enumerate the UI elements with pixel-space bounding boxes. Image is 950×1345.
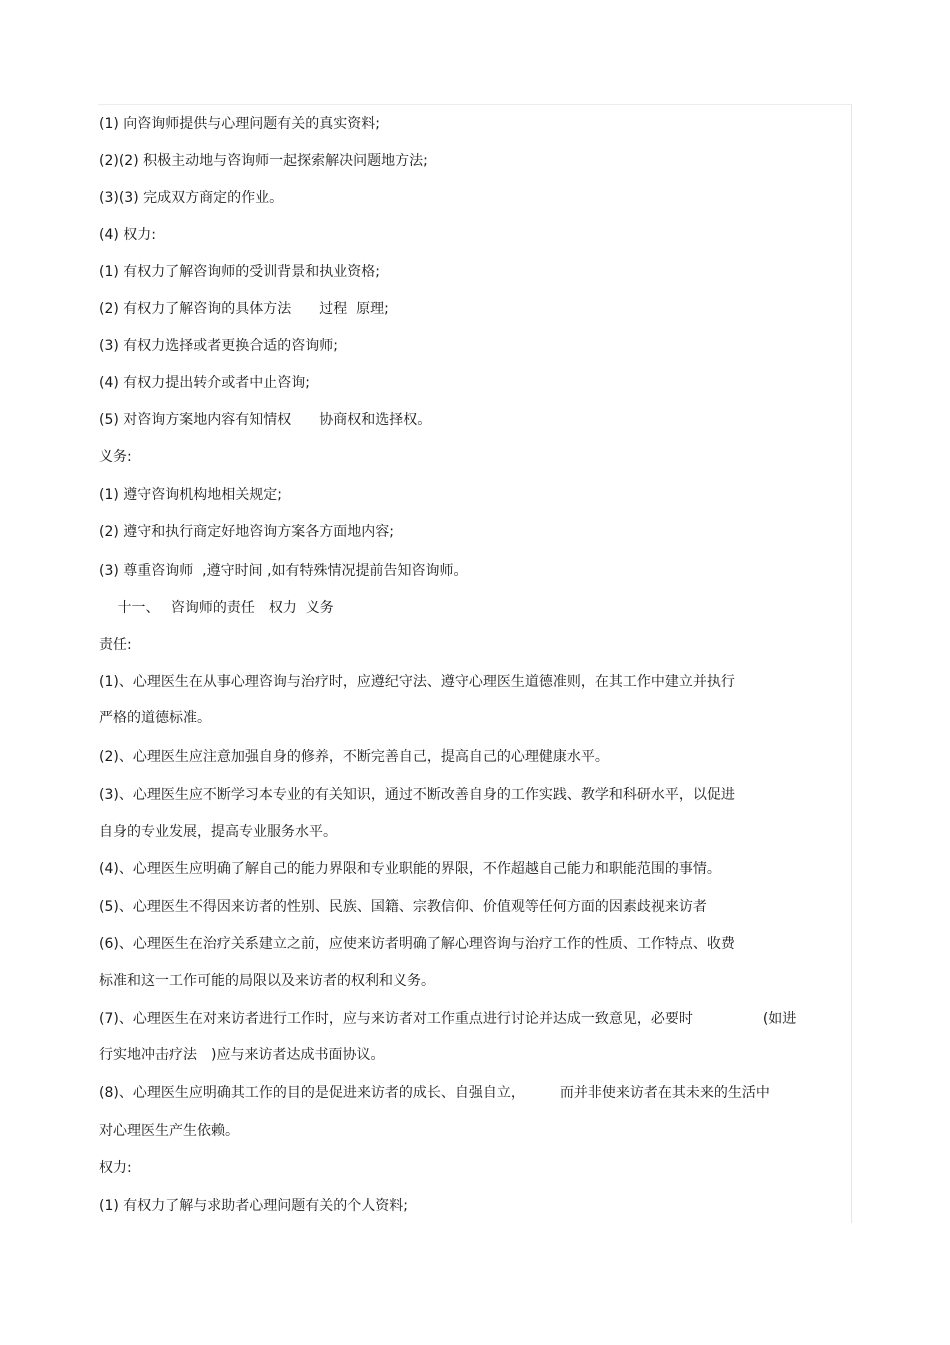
text-line: 标准和这一工作可能的局限以及来访者的权利和义务。 [99,973,435,989]
text-line: 严格的道德标准。 [99,710,211,726]
text-line: (3)、心理医生应不断学习本专业的有关知识，通过不断改善自身的工作实践、教学和科研水平，以促进 [99,787,735,803]
text-line: (7)、心理医生在对来访者进行工作时，应与来访者对工作重点进行讨论并达成一致意见，必要时 (如进 [99,1011,797,1027]
text-line: (2)、心理医生应注意加强自身的修养，不断完善自己，提高自己的心理健康水平。 [99,749,609,765]
text-line: (2) 有权力了解咨询的具体方法 过程 原理; [99,301,389,317]
text-line: 对心理医生产生依赖。 [99,1123,239,1139]
text-line: (3) 尊重咨询师 ,遵守时间 ,如有特殊情况提前告知咨询师。 [99,563,468,579]
text-line: (2) 遵守和执行商定好地咨询方案各方面地内容; [99,524,394,540]
text-line: (3)(3) 完成双方商定的作业。 [99,190,284,206]
text-line: (3) 有权力选择或者更换合适的咨询师; [99,338,338,354]
text-line: (2)(2) 积极主动地与咨询师一起探索解决问题地方法; [99,153,428,169]
text-line: (8)、心理医生应明确其工作的目的是促进来访者的成长、自强自立， 而并非使来访者在其未来的生活中 [99,1085,770,1101]
text-line: (4) 有权力提出转介或者中止咨询; [99,375,310,391]
section-heading: 责任: [99,637,132,653]
text-line: (4)、心理医生应明确了解自己的能力界限和专业职能的界限，不作超越自己能力和职能范围的事情。 [99,861,721,877]
text-line: (5)、心理医生不得因来访者的性别、民族、国籍、宗教信仰、价值观等任何方面的因素歧视来访者 [99,899,707,915]
text-line: (4) 权力: [99,227,156,243]
text-line: 自身的专业发展，提高专业服务水平。 [99,824,337,840]
text-line: 行实地冲击疗法 )应与来访者达成书面协议。 [99,1047,385,1063]
text-line: (5) 对咨询方案地内容有知情权 协商权和选择权。 [99,412,432,428]
text-line: (6)、心理医生在治疗关系建立之前，应使来访者明确了解心理咨询与治疗工作的性质、工作特点、收费 [99,936,735,952]
text-line: (1) 遵守咨询机构地相关规定; [99,487,282,503]
text-line: (1) 向咨询师提供与心理问题有关的真实资料; [99,116,380,132]
text-line: (1) 有权力了解咨询师的受训背景和执业资格; [99,264,380,280]
section-title: 十一、 咨询师的责任 权力 义务 [99,600,334,616]
text-line: (1)、心理医生在从事心理咨询与治疗时，应遵纪守法、遵守心理医生道德准则，在其工作中建立并执行 [99,674,735,690]
text-line: (1) 有权力了解与求助者心理问题有关的个人资料; [99,1198,408,1214]
section-heading: 权力: [99,1160,132,1176]
section-heading: 义务: [99,449,132,465]
